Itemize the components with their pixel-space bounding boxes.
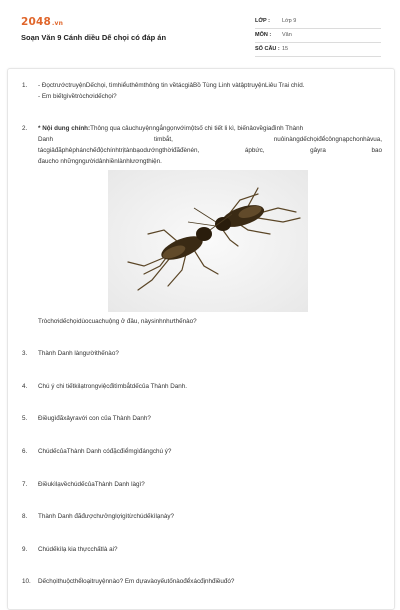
meta-label: LỚP : bbox=[255, 18, 270, 24]
question-text: Thành Danh làngườithếnào? bbox=[38, 350, 119, 357]
summary-word: Danh bbox=[38, 136, 54, 143]
meta-value: Lớp 9 bbox=[282, 18, 297, 24]
question-number: 5. bbox=[22, 415, 28, 422]
meta-divider bbox=[255, 42, 381, 43]
question-text: Dếchọithuộcthểloạitruyệnnào? Em dựavàoyếutốnàođểxácđịnhđiềuđó? bbox=[38, 578, 235, 585]
site-logo[interactable] bbox=[21, 16, 63, 28]
question-number: 4. bbox=[22, 383, 28, 390]
summary-word: nuôinàngdếchọiđểcôngnạpchonhàvua, bbox=[273, 136, 382, 143]
meta-value: 15 bbox=[282, 46, 289, 52]
summary-word: ápbức, bbox=[244, 147, 265, 154]
summary-text: tácgiảđãphêphánchếđộchínhtrịtànbạodướngthờiđãđènén, bbox=[38, 147, 200, 154]
page-title: Soạn Văn 9 Cánh diều Dế chọi có đáp án bbox=[21, 33, 167, 42]
question-number: 9. bbox=[22, 546, 28, 553]
logo-text: 2048 bbox=[21, 16, 52, 28]
question-number: 8. bbox=[22, 513, 28, 520]
logo-tld: .vn bbox=[52, 20, 64, 27]
summary-text: Thông qua câuchuyệnngắngọnvớimộtsố chi tiết li kì, biếnảovềgiađình Thành bbox=[90, 125, 304, 132]
meta-label: MÔN : bbox=[255, 32, 272, 38]
question-text: ĐiềukìlạvềchúdếcủaThành Danh làgì? bbox=[38, 481, 145, 488]
question-number: 3. bbox=[22, 350, 28, 357]
question-text: - ĐọctrướctruyệnDếchọi, tìmhiểuthêmthông tin vềtácgiảBồ Tùng Linh vàtậptruyệnLiêu Trai chíd. bbox=[38, 82, 305, 89]
meta-divider bbox=[255, 28, 381, 29]
question-number: 1. bbox=[22, 82, 28, 89]
question-number: 2. bbox=[22, 125, 28, 132]
summary-word: bao bbox=[371, 147, 382, 154]
question-text: ChúdếcủaThành Danh cóđặcđiểmgìđángchú ý? bbox=[38, 448, 172, 455]
summary-word: gâyra bbox=[310, 147, 326, 154]
question-number: 7. bbox=[22, 481, 28, 488]
meta-value: Văn bbox=[282, 32, 292, 38]
summary-line: đaucho nhữngngườidânhiềnlànhlươngthiện. bbox=[38, 158, 162, 165]
crickets-photo bbox=[108, 170, 308, 312]
summary-heading: * Nội dung chính: bbox=[38, 125, 91, 132]
question-number: 6. bbox=[22, 448, 28, 455]
photo-caption: Tròchơidếchọidùocuachuộng ở đâu, nàysinhnhưthếnào? bbox=[38, 318, 197, 325]
meta-grade bbox=[255, 18, 381, 26]
meta-label: SỐ CÂU : bbox=[255, 46, 280, 52]
meta-question-count bbox=[255, 46, 381, 54]
summary-line bbox=[38, 146, 382, 155]
question-text: Chúdếkìlạ kia thựcchấtlà ai? bbox=[38, 546, 118, 553]
question-number: 10. bbox=[22, 578, 31, 585]
question-text: - Em biếtgìvềtròchơidếchọi? bbox=[38, 93, 117, 100]
meta-divider bbox=[255, 56, 381, 57]
crickets-illustration bbox=[108, 170, 308, 312]
summary-word: timbắt, bbox=[153, 136, 173, 143]
question-text: Chú ý chi tiếtkilạtrongviệcđitìmbắtdếcủa Thành Danh. bbox=[38, 383, 187, 390]
meta-subject bbox=[255, 32, 381, 40]
summary-line bbox=[38, 135, 382, 144]
summary-line bbox=[38, 124, 382, 133]
question-text: Điềugìđãxảyravới con của Thành Danh? bbox=[38, 415, 151, 422]
question-text: Thành Danh đãđượchưởnglợigìtừchúdếkìlạnày? bbox=[38, 513, 175, 520]
